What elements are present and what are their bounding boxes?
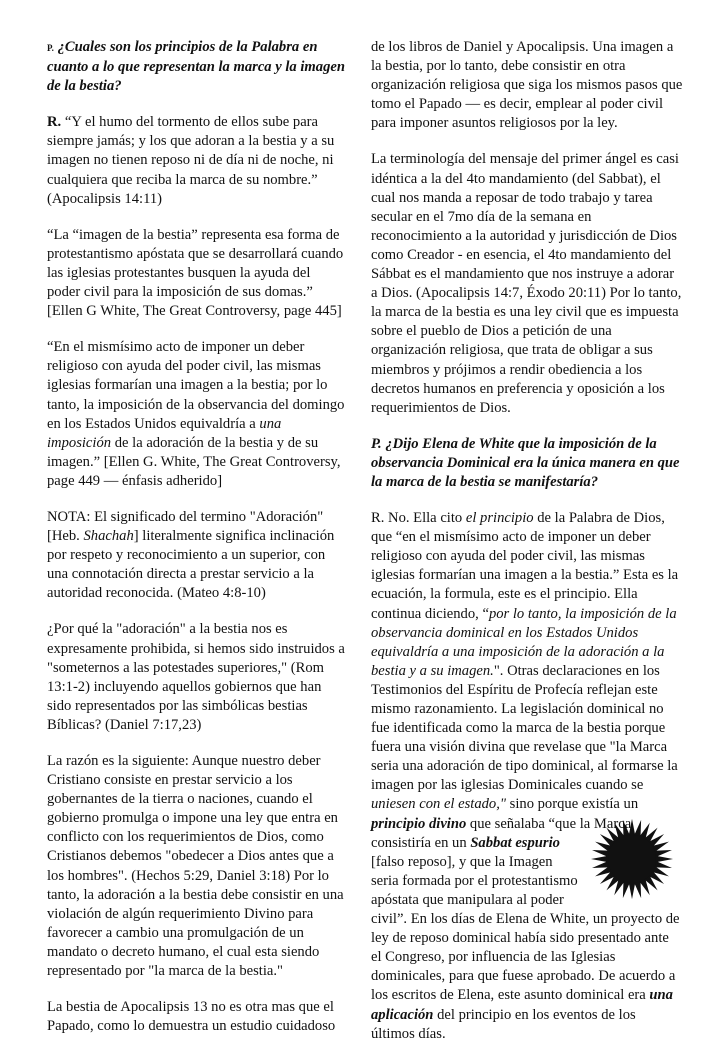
answer-text-part: [falso reposo], y que la Imagen seria formada por el protestantismo apóstata que manipulara al poder civil”. En los días de Elena de White, un proyecto de ley de reposo dominical había sido presentado ante el Congreso, por influencia de las Iglesias dominicales, para que fuese aprobado. De acuerdo a los escritos de Elena, este asunto dominical era (371, 853, 680, 1004)
quote-imagen-bestia: “La “imagen de la bestia” representa esa forma de protestantismo apóstata que se desarrollará cuando las iglesias protestantes busquen la ayuda del poder civil para la imposición de sus domas.” [Ellen G White, The Great Controversy, page 445] (47, 226, 344, 320)
answer-emphasis: uniesen con el estado," (371, 796, 507, 813)
terminologia-paragraph: La terminología del mensaje del primer ángel es casi idéntica a la del 4to mandamiento (del Sabbat), el cual nos manda a reposar de todo trabajo y tarea secular en el 7mo día de la semana en reconocimiento a la autoridad y jurisdicción de Dios como Creador - en esencia, el 4to mandamiento del Sábbat es el mandamiento que nos instruye a adorar a Dios. (Apocalipsis 14:7, Éxodo 20:11) Por lo tanto, la marca de la bestia es una ley civil que es impuesta sobre el pueblo de Dios a petición de una organización religiosa, que trata de obligar a sus miembros y prójimos a rendir obediencia a los decretos humanos en preferencia y oposición a los requerimientos de Dios. (371, 151, 682, 416)
question-1-text: ¿Cuales son los principios de la Palabra en cuanto a lo que representan la marca y la imagen de la bestia? (47, 39, 345, 95)
continuation-paragraph: de los libros de Daniel y Apocalipsis. Una imagen a la bestia, por lo tanto, debe consistir en otra organización religiosa que siga los mismos pasos que tomo el Papado — es decir, emplear al poder civil para imponer asuntos religiosos por la ley. (371, 39, 683, 132)
answer-1-text: “Y el humo del tormento de ellos sube para siempre jamás; y los que adoran a la bestia y a su imagen no tienen reposo ni de día ni de noche, ni cualquiera que reciba la marca de su nombre.” (Apocalipsis 14:11) (47, 114, 335, 207)
answer-strong-emphasis: Sabbat espurio (470, 834, 560, 851)
sun-core (608, 835, 656, 883)
quote-mismisimo-acto (47, 338, 347, 491)
question-mark-label: P. (371, 435, 382, 452)
nota-text-part: NOTA: El significado del termino "Adoración" [Heb. (47, 508, 324, 545)
quote-text-part: “En el mismísimo acto de imponer un deber religioso con ayuda del poder civil, las mismas iglesias formarían una imagen a la bestia; por lo tanto, la imposición de la observancia del domingo en los Estados Unidos equivaldría a (47, 339, 345, 432)
question-mark-label: P. (47, 43, 54, 53)
question-2-text: ¿Dijo Elena de White que la imposición de la observancia Dominical era la única manera en que la marca de la bestia se manifestaría? (371, 435, 680, 490)
nota-text-part: ] literalmente significa inclinación por respeto y reconocimiento a un superior, con una connotación directa a prestar servicio a la autoridad reconocida. (Mateo 4:8-10) (47, 528, 335, 602)
nota-emphasis: Shachah (83, 528, 134, 545)
question-1 (47, 38, 347, 96)
porque-paragraph: ¿Por qué la "adoración" a la bestia nos es expresamente prohibida, si hemos sido instruidos a "someternos a las potestades superiores," (Rom 13:1-2) incluyendo aquellos gobiernos que han sido representados por las simbólicas bestias Bíblicas? (Daniel 7:17,23) (47, 621, 345, 733)
answer-text-part: sino porque existía un (506, 796, 639, 813)
quote-text-part: de la adoración de la bestia y de su imagen.” [Ellen G. White, The Great Controversy, page 449 — énfasis adherido] (47, 434, 341, 489)
answer-text-part: del principio en los eventos de los últimos días. (371, 1006, 636, 1042)
answer-emphasis: el principio (465, 510, 534, 527)
razon-paragraph: La razón es la siguiente: Aunque nuestro deber Cristiano consiste en prestar servicio a los gobernantes de la tierra o naciones, cuando el gobierno promulga o impone una ley que entra en conflicto con los requerimientos de Dios, como Cristianos debemos "obedecer a Dios antes que a los hombres". (Hechos 5:29, Daniel 3:18) Por lo tanto, la adoración a la bestia debe consistir en una violación de algún requerimiento Divino para favorecer a cambio una promulgación de un mandato o decreto humano, el cual esta siendo representado por "la marca de la bestia." (47, 753, 344, 980)
quote-emphasis: una imposición (47, 415, 282, 451)
answer-text-part: que señalaba “que la Marca consistiría en un (371, 815, 632, 851)
nota-adoracion (47, 508, 347, 603)
right-column (371, 38, 683, 1061)
bestia-paragraph: La bestia de Apocalipsis 13 no es otra mas que el Papado, como lo demuestra un estudio cuidadoso (47, 999, 336, 1035)
question-2 (371, 435, 683, 492)
answer-emphasis: por lo tanto, la imposición de la observancia dominical en los Estados Unidos equivaldría a una imposición de la adoración a la bestia y a su imagen. (371, 605, 677, 679)
answer-mark-label: R. (47, 114, 62, 131)
answer-text-part: R. No. Ella cito (371, 510, 466, 527)
left-column (47, 38, 347, 1053)
answer-strong-emphasis: una aplicación (371, 987, 673, 1023)
answer-text-part: ". Otras declaraciones en los Testimonios del Espíritu de Profecía reflejan este mismo razonamiento. La legislación dominical no fue identificada como la marca de la bestia porque fuera una visión divina que revelase que "la Marca seria una adoración de tipo dominical, al formarse la imagen por las iglesias Dominicales cuando se (371, 662, 678, 794)
answer-2 (371, 509, 683, 1044)
answer-strong-emphasis: principio divino (371, 815, 467, 832)
answer-text-part: de la Palabra de Dios, que “en el mismísimo acto de imponer un deber religioso con ayuda del poder civil, las mismas iglesias formarían una imagen a la bestia.” Esta es la ecuación, la formula, este es el principio. Ella continua diciendo, “ (371, 510, 679, 622)
answer-1 (47, 113, 347, 208)
